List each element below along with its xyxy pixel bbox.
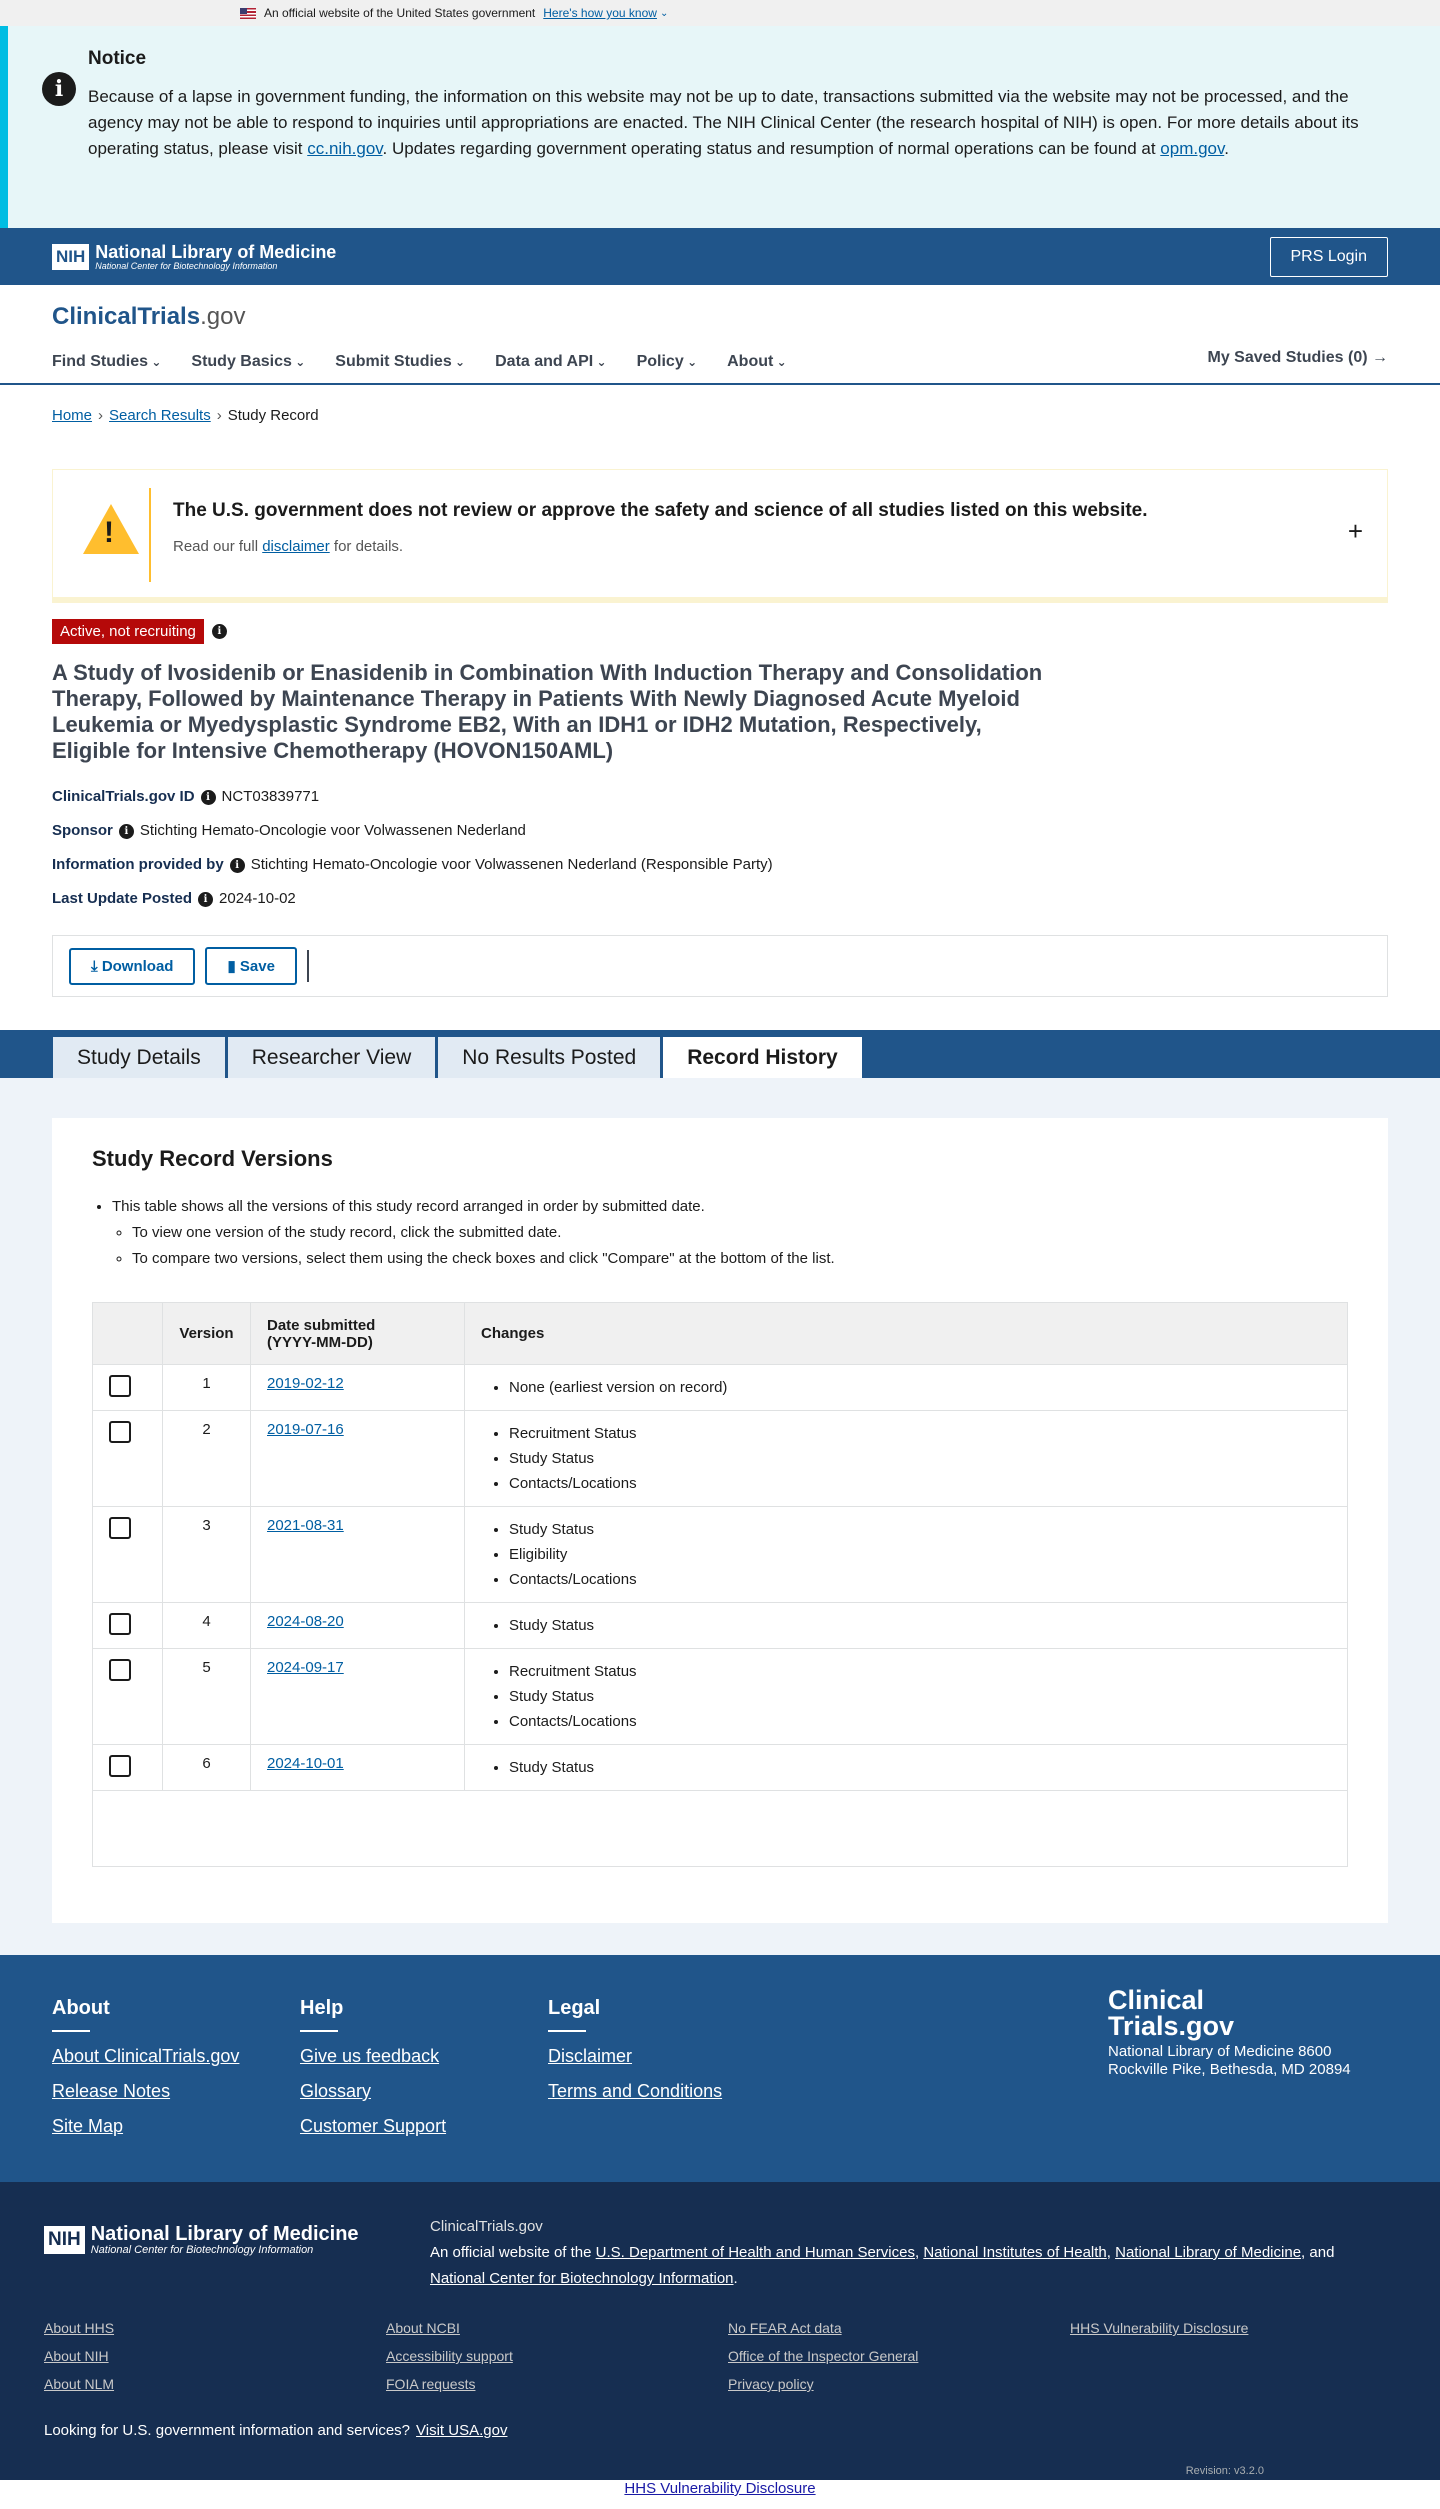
- version-checkbox[interactable]: [109, 1421, 131, 1443]
- nih-link[interactable]: National Institutes of Health: [923, 2244, 1107, 2261]
- breadcrumb-home[interactable]: Home: [52, 407, 93, 424]
- nlm-logo[interactable]: [52, 243, 336, 271]
- version-checkbox[interactable]: [109, 1517, 131, 1539]
- prs-login-button[interactable]: PRS Login: [1270, 237, 1389, 277]
- footer-logo[interactable]: Clinical Trials.gov: [1108, 1985, 1235, 2041]
- footer-rule: [300, 2030, 338, 2032]
- nav-policy[interactable]: Policy ⌄: [637, 353, 698, 371]
- change-item: • Study Status: [509, 1755, 1331, 1780]
- change-item: • Recruitment Status: [509, 1421, 1331, 1446]
- nlm-link[interactable]: National Library of Medicine: [1115, 2244, 1302, 2261]
- us-flag-icon: [240, 8, 256, 19]
- cc-nih-link[interactable]: cc.nih.gov: [307, 139, 383, 158]
- agency-link[interactable]: About NCBI: [386, 2320, 460, 2336]
- chevron-down-icon: ⌄: [659, 7, 669, 19]
- version-number: 4: [163, 1603, 251, 1649]
- footer-link[interactable]: Site Map: [52, 2116, 124, 2136]
- site-footer: [0, 1955, 1440, 2182]
- version-number: 2: [163, 1411, 251, 1507]
- status-row: [0, 603, 1440, 644]
- version-date-link[interactable]: 2024-10-01: [267, 1755, 344, 1772]
- change-item: • Contacts/Locations: [509, 1709, 1331, 1734]
- site-header: [0, 285, 1440, 385]
- col-version: Version: [163, 1303, 251, 1365]
- footer-address: National Library of Medicine 8600 Rockville Pike, Bethesda, MD 20894: [1108, 2043, 1351, 2078]
- save-button[interactable]: ▮ Save: [205, 947, 296, 985]
- version-checkbox[interactable]: [109, 1375, 131, 1397]
- table-row: [93, 1603, 1348, 1649]
- version-date-link[interactable]: 2024-08-20: [267, 1613, 344, 1630]
- footer-brand: [1108, 1987, 1368, 2079]
- version-number: 1: [163, 1365, 251, 1411]
- change-item: • Contacts/Locations: [509, 1567, 1331, 1592]
- heres-how-you-know-link[interactable]: Here's how you know: [543, 6, 657, 20]
- footer-help: [300, 1997, 446, 2151]
- nlm-logo[interactable]: [44, 2224, 359, 2256]
- nih-logo-box: NIH: [52, 244, 89, 270]
- footer-link[interactable]: About ClinicalTrials.gov: [52, 2046, 240, 2066]
- usa-gov-line: Looking for U.S. government information and services? Visit USA.gov: [44, 2422, 508, 2439]
- col-date: Date submitted (YYYY-MM-DD): [251, 1303, 465, 1365]
- my-saved-studies-link[interactable]: My Saved Studies (0) →: [1207, 349, 1388, 366]
- agency-links: [44, 2320, 1412, 2392]
- info-icon[interactable]: i: [201, 790, 216, 805]
- footer-help-title: Help: [300, 1997, 344, 2019]
- breadcrumb-separator-icon: ›: [216, 407, 222, 424]
- instruction-item: ◦ To view one version of the study record, click the submitted date.: [132, 1220, 1348, 1246]
- disclaimer-link[interactable]: disclaimer: [262, 538, 330, 555]
- nav-find-studies[interactable]: Find Studies ⌄: [52, 353, 161, 371]
- instruction-item: • This table shows all the versions of this study record arranged in order by submitted date.: [112, 1194, 1348, 1220]
- tab-study-details[interactable]: Study Details: [52, 1036, 226, 1078]
- table-row: [93, 1649, 1348, 1745]
- agency-link[interactable]: No FEAR Act data: [728, 2320, 842, 2336]
- version-date-link[interactable]: 2019-02-12: [267, 1375, 344, 1392]
- meta-id: ClinicalTrials.gov ID i NCT03839771: [52, 788, 320, 805]
- version-checkbox[interactable]: [109, 1613, 131, 1635]
- usa-gov-link[interactable]: Visit USA.gov: [416, 2422, 508, 2439]
- agency-link[interactable]: About NIH: [44, 2348, 109, 2364]
- nlm-bar: [0, 228, 1440, 285]
- status-badge: Active, not recruiting: [52, 619, 204, 644]
- table-row: [93, 1365, 1348, 1411]
- agency-link[interactable]: Accessibility support: [386, 2348, 513, 2364]
- info-icon: i: [42, 72, 76, 106]
- nlm-name: National Library of Medicine: [90, 2223, 359, 2245]
- agency-footer: [0, 2182, 1440, 2480]
- change-item: • None (earliest version on record): [509, 1375, 1331, 1400]
- footer-legal-title: Legal: [548, 1997, 601, 2019]
- nav-data-api[interactable]: Data and API ⌄: [495, 353, 606, 371]
- site-logo[interactable]: ClinicalTrials.gov: [52, 303, 246, 330]
- tabs-bar: [0, 1030, 1440, 1078]
- nav-submit-studies[interactable]: Submit Studies ⌄: [335, 353, 465, 371]
- gov-banner: [0, 0, 1440, 26]
- agency-link[interactable]: FOIA requests: [386, 2376, 476, 2392]
- footer-about: [52, 1997, 239, 2151]
- opm-link[interactable]: opm.gov: [1160, 139, 1225, 158]
- tab-researcher-view[interactable]: Researcher View: [227, 1036, 437, 1078]
- revision-text: Revision: v3.2.0: [1185, 2465, 1264, 2477]
- nav-study-basics[interactable]: Study Basics ⌄: [191, 353, 305, 371]
- disclaimer-divider: [149, 488, 151, 582]
- col-select: [93, 1303, 163, 1365]
- change-item: • Study Status: [509, 1613, 1331, 1638]
- footer-link[interactable]: Release Notes: [52, 2081, 171, 2101]
- ncbi-link[interactable]: National Center for Biotechnology Information: [430, 2270, 734, 2287]
- nav-about[interactable]: About ⌄: [727, 353, 787, 371]
- footer-about-title: About: [52, 1997, 110, 2019]
- disclaimer-text: Read our full disclaimer for details.: [173, 538, 404, 555]
- meta-provided-by: Information provided by i Stichting Hemato-Oncologie voor Volwassenen Nederland (Responsible Party): [52, 856, 773, 873]
- versions-instructions: [92, 1194, 1348, 1272]
- action-divider: [307, 950, 309, 982]
- footer-link[interactable]: Terms and Conditions: [548, 2081, 723, 2101]
- disclaimer-box: [52, 469, 1388, 603]
- version-date-link[interactable]: 2019-07-16: [267, 1421, 344, 1438]
- version-number: 5: [163, 1649, 251, 1745]
- footer-link[interactable]: Give us feedback: [300, 2046, 440, 2066]
- tab-no-results-posted[interactable]: No Results Posted: [437, 1036, 661, 1078]
- table-row: [93, 1745, 1348, 1791]
- action-bar: [52, 935, 1388, 997]
- nlm-name: National Library of Medicine: [95, 241, 337, 262]
- footer-link[interactable]: Disclaimer: [548, 2046, 633, 2066]
- versions-title: Study Record Versions: [92, 1146, 333, 1171]
- meta-last-update: Last Update Posted i 2024-10-02: [52, 890, 296, 907]
- breadcrumb-separator-icon: ›: [98, 407, 104, 424]
- change-item: • Recruitment Status: [509, 1659, 1331, 1684]
- content-area: [0, 1078, 1440, 1955]
- download-icon: ⤓: [91, 957, 102, 975]
- agency-link[interactable]: About HHS: [44, 2320, 115, 2336]
- table-row: [93, 1507, 1348, 1603]
- info-icon[interactable]: i: [212, 624, 227, 639]
- version-checkbox[interactable]: [109, 1755, 131, 1777]
- gov-banner-text: An official website of the United States government: [264, 6, 536, 20]
- meta-sponsor: Sponsor i Stichting Hemato-Oncologie voor Volwassenen Nederland: [52, 822, 526, 839]
- table-row: [93, 1411, 1348, 1507]
- disclaimer-title: The U.S. government does not review or approve the safety and science of all studies listed on this website.: [173, 500, 1148, 521]
- change-item: • Study Status: [509, 1446, 1331, 1471]
- download-button[interactable]: ⤓ Download: [69, 948, 195, 985]
- bottom-vulnerability-line: [0, 2480, 1440, 2497]
- info-icon[interactable]: i: [198, 892, 213, 907]
- nlm-sub: National Center for Biotechnology Information: [90, 2244, 314, 2256]
- info-icon[interactable]: i: [119, 824, 134, 839]
- nlm-sub: National Center for Biotechnology Information: [95, 260, 278, 271]
- versions-panel: [52, 1118, 1388, 1923]
- version-number: 6: [163, 1745, 251, 1791]
- footer-site-name: ClinicalTrials.gov: [430, 2218, 543, 2235]
- hhs-link[interactable]: U.S. Department of Health and Human Services: [595, 2244, 915, 2261]
- footer-link[interactable]: Customer Support: [300, 2116, 447, 2136]
- agency-link[interactable]: Office of the Inspector General: [728, 2348, 919, 2364]
- notice-title: Notice: [88, 48, 147, 69]
- agency-link[interactable]: About NLM: [44, 2376, 115, 2392]
- agency-link[interactable]: Privacy policy: [728, 2376, 814, 2392]
- hhs-vulnerability-link[interactable]: HHS Vulnerability Disclosure: [624, 2480, 816, 2497]
- versions-table: [92, 1302, 1348, 1867]
- change-item: • Study Status: [509, 1517, 1331, 1542]
- breadcrumb-search-results[interactable]: Search Results: [109, 407, 211, 424]
- footer-official-text: An official website of the U.S. Department of Health and Human Services, National Institutes of Health, National Library of Medicine, and National Center for Biotechnology Information.: [430, 2244, 1335, 2287]
- version-date-link[interactable]: 2024-09-17: [267, 1659, 344, 1676]
- tab-record-history[interactable]: Record History: [662, 1036, 863, 1078]
- footer-rule: [548, 2030, 586, 2032]
- table-empty-row: [93, 1791, 1348, 1867]
- main-nav: [52, 353, 1388, 371]
- instruction-item: ◦ To compare two versions, select them using the check boxes and click "Compare" at the bottom of the list.: [132, 1246, 1348, 1272]
- agency-link[interactable]: HHS Vulnerability Disclosure: [1070, 2320, 1249, 2336]
- col-changes: Changes: [465, 1303, 1348, 1365]
- nih-logo-box: NIH: [44, 2226, 85, 2254]
- warning-mark-icon: !: [104, 516, 114, 549]
- footer-legal: [548, 1997, 722, 2116]
- breadcrumb: [0, 385, 1440, 469]
- version-number: 3: [163, 1507, 251, 1603]
- version-checkbox[interactable]: [109, 1659, 131, 1681]
- version-date-link[interactable]: 2021-08-31: [267, 1517, 344, 1534]
- notice-text: Because of a lapse in government funding, the information on this website may not be up to date, transactions submitted via the website may not be processed, and the agency may not be able to respond to inquiries until appropriations are enacted. The NIH Clinical Center (the research hospital of NIH) is open. For more details about its operating status, please visit cc.nih.gov. Updates regarding government operating status and resumption of normal operations can be found at opm.gov.: [88, 87, 1359, 158]
- breadcrumb-current: Study Record: [227, 407, 319, 424]
- footer-link[interactable]: Glossary: [300, 2081, 372, 2101]
- footer-rule: [52, 2030, 90, 2032]
- change-item: • Study Status: [509, 1684, 1331, 1709]
- expand-plus-icon[interactable]: +: [1347, 516, 1363, 546]
- change-item: • Contacts/Locations: [509, 1471, 1331, 1496]
- change-item: • Eligibility: [509, 1542, 1331, 1567]
- study-meta: [0, 764, 1440, 907]
- info-icon[interactable]: i: [230, 858, 245, 873]
- bookmark-icon: ▮: [227, 958, 240, 975]
- study-title: A Study of Ivosidenib or Enasidenib in Combination With Induction Therapy and Consolidation Therapy, Followed by Maintenance Therapy in Patients With Newly Diagnosed Acute Myeloid Leukemia or Myedysplastic Syndrome EB2, With an IDH1 or IDH2 Mutation, Respectively, Eligible for Intensive Chemotherapy (HOVON150AML): [52, 660, 1043, 763]
- notice-banner: [0, 26, 1440, 228]
